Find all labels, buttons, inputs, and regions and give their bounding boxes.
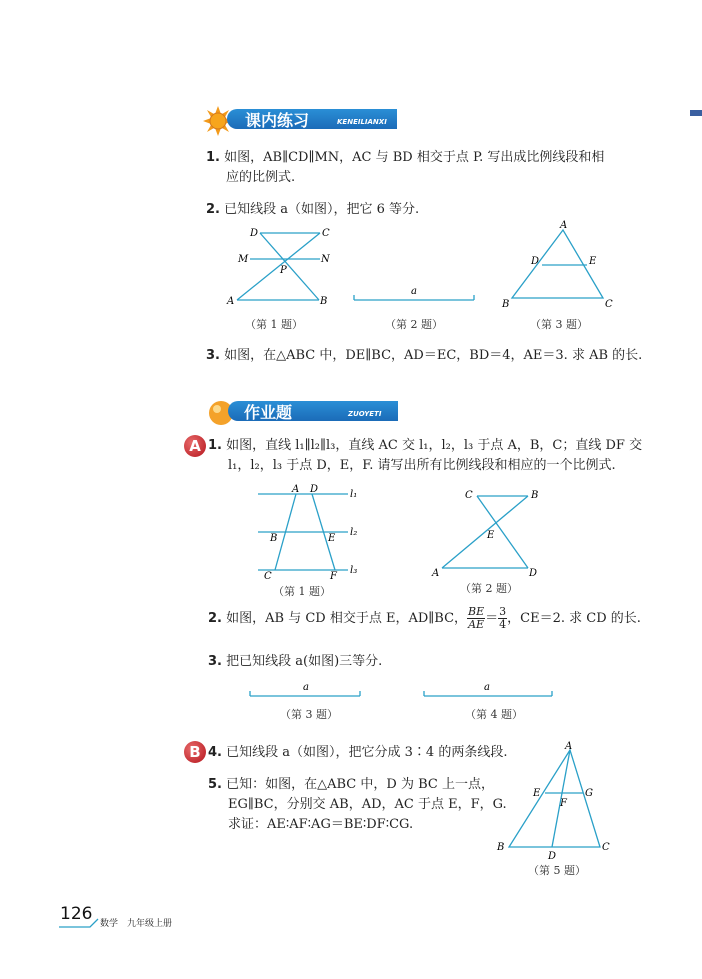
s2-fig1-label-f: F [330,571,337,582]
s2-fig5-caption: （第 5 题） [528,864,586,877]
s2-fig2-diagram [425,484,550,579]
s1-q3 [206,348,642,364]
s2-q2-pre: 如图，AB 与 CD 相交于点 E，AD∥BC， [226,611,468,626]
s2-fig1-label-d: D [310,484,319,495]
s2-fig2-caption: （第 2 题） [460,582,518,595]
s2-fig5-label-d: D [548,851,557,860]
s2-fig5-label-f: F [560,798,567,809]
s2-q1-text: 如图，直线 l₁∥l₂∥l₃，直线 AC 交 l₁，l₂，l₃ 于点 A，B，C；直线 DF 交 [226,438,643,453]
s2-fig3-segment [245,678,375,702]
s2-fig3-caption: （第 3 题） [280,708,338,721]
s2-fig2-label-b: B [531,490,539,501]
s2-q2-frac2-top: 3 [499,605,507,618]
s2-fig1-label-b: B [270,533,278,544]
s2-fig5-label-a: A [565,741,573,752]
s1-q2-text: 已知线段 a（如图），把它 6 等分. [224,202,420,217]
level-a-badge: A [184,435,206,457]
s2-q5-line3: 求证：AE∶AF∶AG＝BE∶DF∶CG. [228,817,414,832]
s2-fig5-triangle [493,740,618,860]
s2-fig5-label-b: B [497,842,505,853]
s1-fig1-label-m: M [238,254,249,265]
s2-q2-post: ，CE＝2. 求 CD 的长. [507,611,641,626]
s2-q2-eq: ＝ [485,611,499,626]
s1-q3-num: 3. [206,348,220,363]
s2-fig4-label: a [484,682,490,693]
s1-q2 [206,202,419,218]
s2-q3-text: 把已知线段 a(如图)三等分. [226,654,383,669]
s2-fig1-caption: （第 1 题） [273,585,331,598]
s1-fig3-label-d: D [531,256,540,267]
section1-title: 课内练习 [245,111,310,130]
s1-fig3-caption: （第 3 题） [530,318,588,331]
s1-q2-num: 2. [206,202,220,217]
s1-fig1-caption: （第 1 题） [245,318,303,331]
s1-fig2-segment [350,282,480,306]
s2-q2-frac1-top: BE [468,605,485,618]
page-number: 126 [60,904,93,924]
s2-q1 [208,438,642,454]
s1-fig1-diagram [225,222,335,312]
s2-q2 [208,605,641,633]
section2-title: 作业题 [244,403,293,422]
s2-fig1-label-l1: l₁ [350,489,358,500]
s2-q1-line2: l₁，l₂，l₃ 于点 D，E，F. 请写出所有比例线段和相应的一个比例式. [228,458,616,473]
s1-fig3-label-c: C [605,299,613,310]
s2-fig1-diagram [250,480,375,582]
s2-fig5-label-g: G [585,788,593,799]
s1-fig1-label-c: C [322,228,330,239]
s2-q2-frac2-bot: 4 [499,618,507,631]
s1-fig2-label: a [411,286,417,297]
level-b-badge: B [184,741,206,763]
s2-q2-frac1-bot: AE [468,618,485,631]
s2-fig4-caption: （第 4 题） [465,708,523,721]
s1-fig3-label-a: A [560,220,568,231]
s1-q1 [206,150,604,166]
s2-q5-line2: EG∥BC，分别交 AB，AD，AC 于点 E，F，G. [228,797,507,812]
s1-fig1-label-p: P [280,265,287,276]
s2-q4-text: 已知线段 a（如图），把它分成 3∶4 的两条线段. [226,745,508,760]
s1-q1-text: 如图，AB∥CD∥MN，AC 与 BD 相交于点 P. 写出成比例线段和相 [224,150,605,165]
s2-q2-frac1 [467,606,485,631]
section1-subtitle: KENEILIANXI [337,118,387,126]
s2-q5-text: 已知：如图，在△ABC 中，D 为 BC 上一点， [226,777,494,792]
s2-fig1-label-c: C [264,571,272,582]
page-edge-tab [690,110,702,116]
s1-q1-num: 1. [206,150,220,165]
s2-q5-num: 5. [208,777,222,792]
s2-fig1-label-e: E [328,533,336,544]
s2-fig4-segment [420,678,560,702]
s2-fig3-label: a [303,682,309,693]
s2-q4 [208,745,507,761]
s2-fig1-label-l2: l₂ [350,527,358,538]
s1-fig1-label-a: A [227,296,235,307]
s2-fig1-label-a: A [292,484,300,495]
s2-q2-num: 2. [208,611,222,626]
s2-fig2-label-e: E [487,530,495,541]
s1-fig1-label-d: D [250,228,259,239]
s2-q2-frac2 [498,606,507,631]
s2-fig5-label-c: C [602,842,610,853]
s1-q3-text: 如图，在△ABC 中，DE∥BC，AD＝EC，BD＝4，AE＝3. 求 AB 的长. [224,348,643,363]
s2-fig2-label-c: C [465,490,473,501]
s2-q3 [208,654,382,670]
s2-fig2-label-a: A [432,568,440,579]
s1-fig1-label-b: B [320,296,328,307]
s1-fig3-label-b: B [502,299,510,310]
s2-q3-num: 3. [208,654,222,669]
s2-q1-num: 1. [208,438,222,453]
s2-q5 [208,777,494,793]
s2-fig1-label-l3: l₃ [350,565,358,576]
s2-fig2-label-d: D [529,568,538,579]
s2-q4-num: 4. [208,745,222,760]
book-title: 数学 九年级上册 [100,919,173,929]
s2-fig5-label-e: E [533,788,541,799]
s1-q1-line2: 应的比例式. [226,170,296,185]
s1-fig2-caption: （第 2 题） [385,318,443,331]
s1-fig3-label-e: E [589,256,597,267]
s1-fig1-label-n: N [321,254,330,265]
section2-subtitle: ZUOYETI [348,410,382,418]
s1-fig3-triangle [495,218,620,312]
